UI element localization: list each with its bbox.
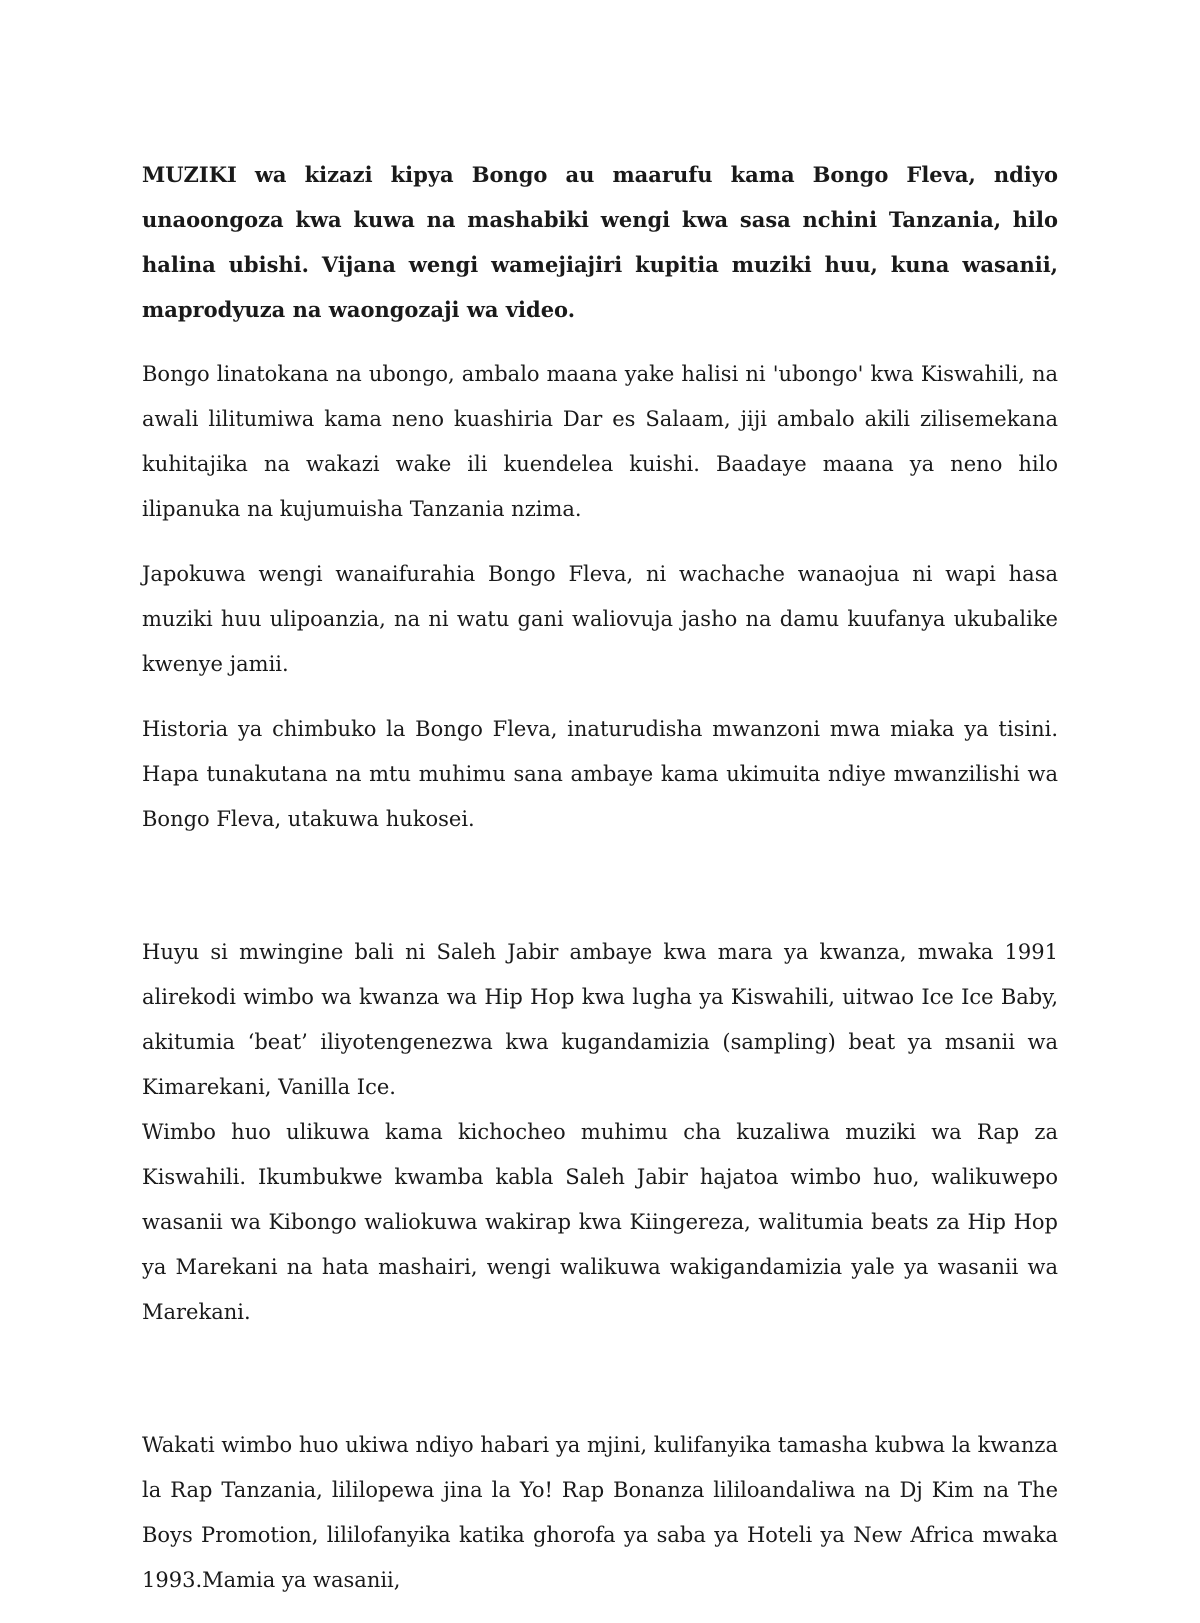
paragraph-popularity: Japokuwa wengi wanaifurahia Bongo Fleva, ni wachache wanaojua ni wapi hasa muziki huu ulipoanzia, na ni watu gani waliovuja jasho na damu kuufanya ukubalike kwenye jamii. — [142, 562, 1058, 676]
paragraph-rap-origins: Wimbo huo ulikuwa kama kichocheo muhimu cha kuzaliwa muziki wa Rap za Kiswahili. Ikumbukwe kwamba kabla Saleh Jabir hajatoa wimbo huo, walikuwepo wasanii wa Kibongo waliokuwa wakirap kwa Kiingereza, walitumia beats za Hip Hop ya Marekani na hata mashairi, wengi walikuwa wakigandamizia yale ya wasanii wa Marekani. — [142, 1120, 1058, 1324]
paragraph-bongo-meaning: Bongo linatokana na ubongo, ambalo maana yake halisi ni 'ubongo' kwa Kiswahili, na awali lilitumiwa kama neno kuashiria Dar es Salaam, jiji ambalo akili zilisemekana kuhitajika na wakazi wake ili kuendelea kuishi. Baadaye maana ya neno hilo ilipanuka na kujumuisha Tanzania nzima. — [142, 362, 1058, 521]
paragraph-saleh-jabir: Huyu si mwingine bali ni Saleh Jabir ambaye kwa mara ya kwanza, mwaka 1991 alirekodi wimbo wa kwanza wa Hip Hop kwa lugha ya Kiswahili, uitwao Ice Ice Baby, akitumia ‘beat’ iliyotengenezwa kwa kugandamizia (sampling) beat ya msanii wa Kimarekani, Vanilla Ice. — [142, 940, 1058, 1099]
document-body — [142, 152, 1058, 1623]
paragraph-rap-bonanza: Wakati wimbo huo ukiwa ndiyo habari ya mjini, kulifanyika tamasha kubwa la kwanza la Rap Tanzania, lililopewa jina la Yo! Rap Bonanza lililoandaliwa na Dj Kim na The Boys Promotion, lililofanyika katika ghorofa ya saba ya Hoteli ya New Africa mwaka 1993.Mamia ya wasanii, — [142, 1433, 1058, 1592]
paragraph-history: Historia ya chimbuko la Bongo Fleva, inaturudisha mwanzoni mwa miaka ya tisini. Hapa tunakutana na mtu muhimu sana ambaye kama ukimuita ndiye mwanzilishi wa Bongo Fleva, utakuwa hukosei. — [142, 717, 1058, 831]
paragraph-intro: MUZIKI wa kizazi kipya Bongo au maarufu kama Bongo Fleva, ndiyo unaoongoza kwa kuwa na mashabiki wengi kwa sasa nchini Tanzania, hilo halina ubishi. Vijana wengi wamejiajiri kupitia muziki huu, kuna wasanii, maprodyuza na waongozaji wa video. — [142, 162, 1058, 322]
